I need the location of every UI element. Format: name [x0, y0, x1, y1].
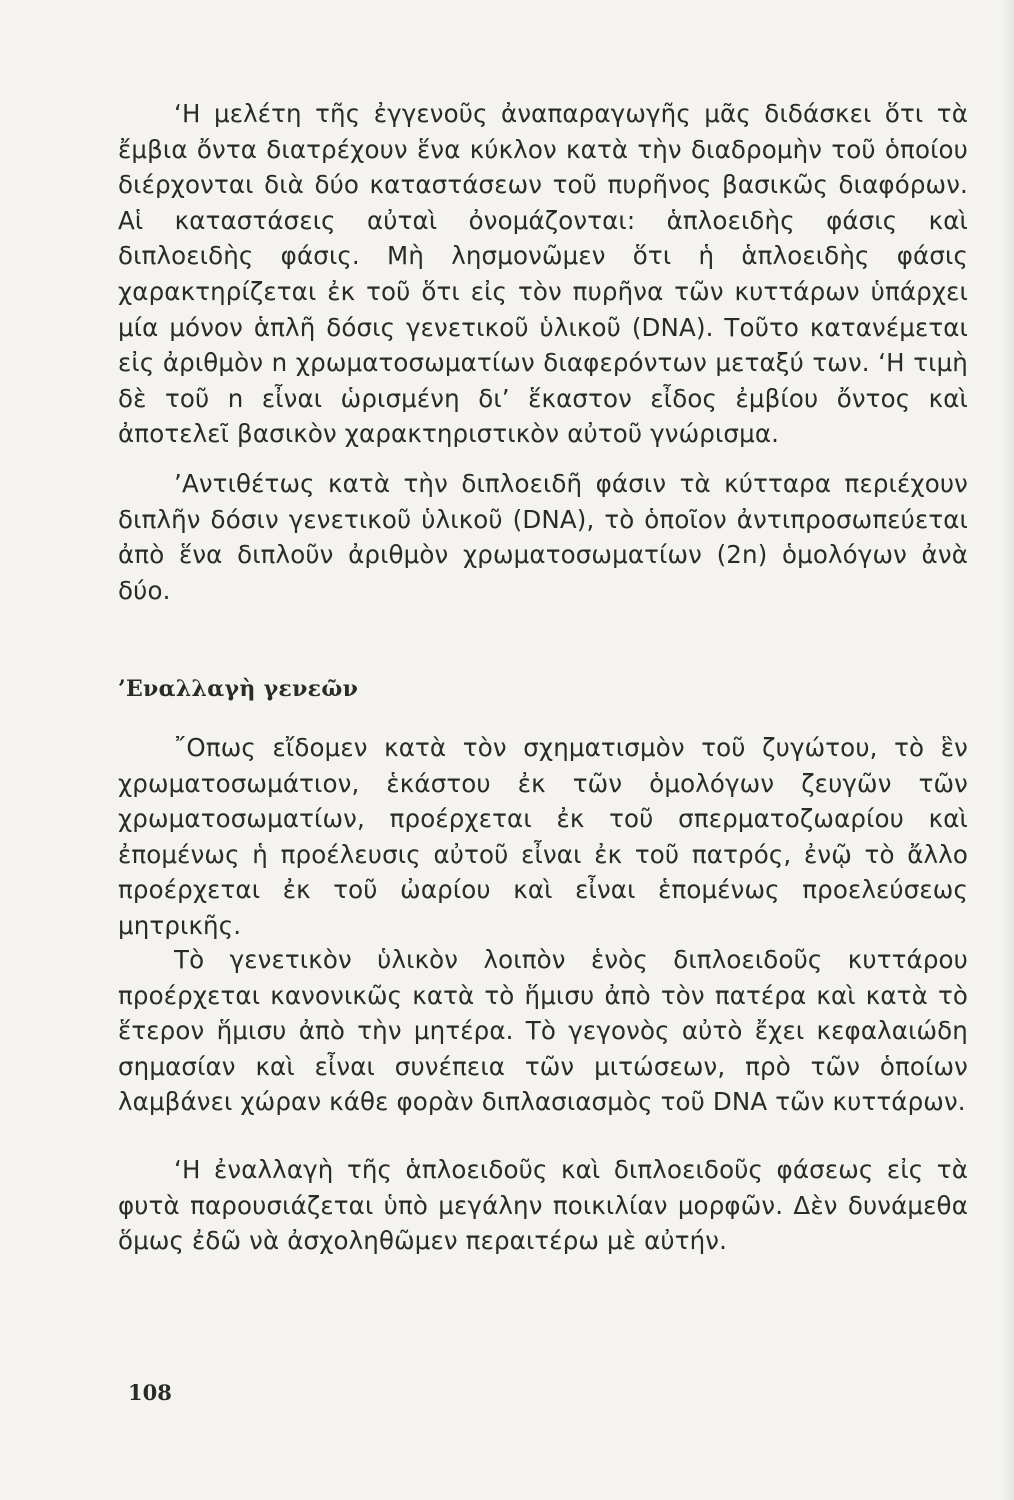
page-edge-shadow — [1000, 0, 1014, 1500]
section-heading: ’Εναλλαγὴ γενεῶν — [118, 676, 359, 702]
paragraph-zygote: ῎Οπως εἴδομεν κατὰ τὸν σχηματισμὸν τοῦ ζυγώτου, τὸ ἓν χρωματοσωμάτιον, ἑκάστου ἐκ τῶν ὁμολόγων ζευγῶν τῶν χρωματοσωματίων, προέρχεται ἐκ τοῦ σπερματοζωαρίου καὶ ἐπομένως ἡ προέλευσις αὐτοῦ εἶναι ἐκ τοῦ πατρός, ἐνῷ τὸ ἄλλο προέρχεται ἐκ τοῦ ὠαρίου καὶ εἶναι ἑπομένως προελεύσεως μητρικῆς. — [118, 733, 968, 940]
paragraph-genetic-material: Τὸ γενετικὸν ὑλικὸν λοιπὸν ἑνὸς διπλοειδοῦς κυττάρου προέρχεται κανονικῶς κατὰ τὸ ἥμισυ ἀπὸ τὸν πατέρα καὶ κατὰ τὸ ἕτερον ἥμισυ ἀπὸ τὴν μητέρα. Τὸ γεγονὸς αὐτὸ ἔχει κεφαλαιώδη σημασίαν καὶ εἶναι συνέπεια τῶν μιτώσεων, πρὸ τῶν ὁποίων λαμβάνει χώραν κάθε φορὰν διπλασιασμὸς τοῦ DNA τῶν κυττάρων. — [118, 945, 968, 1117]
paragraph-diploid-phase: ’Αντιθέτως κατὰ τὴν διπλοειδῆ φάσιν τὰ κύτταρα περιέχουν διπλῆν δόσιν γενετικοῦ ὑλικοῦ (DNA), τὸ ὁποῖον ἀντιπροσωπεύεται ἀπὸ ἕνα διπλοῦν ἀριθμὸν χρωματοσωματίων (2n) ὁμολόγων ἀνὰ δύο. — [118, 469, 968, 605]
page-number: 108 — [128, 1380, 172, 1405]
paragraph-haploid-diploid: ‘Η μελέτη τῆς ἐγγενοῦς ἀναπαραγωγῆς μᾶς διδάσκει ὅτι τὰ ἔμβια ὄντα διατρέχουν ἕνα κύκλον κατὰ τὴν διαδρομὴν τοῦ ὁποίου διέρχονται διὰ δύο καταστάσεων τοῦ πυρῆνος βασικῶς διαφόρων. Αἱ καταστάσεις αὐταὶ ὀνομάζονται: ἁπλοειδὴς φάσις καὶ διπλοειδὴς φάσις. Μὴ λησμονῶμεν ὅτι ἡ ἁπλοειδὴς φάσις χαρακτηρίζεται ἐκ τοῦ ὅτι εἰς τὸν πυρῆνα τῶν κυττάρων ὑπάρχει μία μόνον ἁπλῆ δόσις γενετικοῦ ὑλικοῦ (DNA). Τοῦτο κατανέμεται εἰς ἀριθμὸν n χρωματοσωματίων διαφερόντων μεταξύ των. ‘Η τιμὴ δὲ τοῦ n εἶναι ὡρισμένη δι’ ἕκαστον εἶδος ἐμβίου ὄντος καὶ ἀποτελεῖ βασικὸν χαρακτηριστικὸν αὐτοῦ γνώρισμα. — [118, 99, 968, 449]
paragraph-alternation: ‘Η ἐναλλαγὴ τῆς ἁπλοειδοῦς καὶ διπλοειδοῦς φάσεως εἰς τὰ φυτὰ παρουσιάζεται ὑπὸ μεγάλην ποικιλίαν μορφῶν. Δὲν δυνάμεθα ὅμως ἐδῶ νὰ ἀσχοληθῶμεν περαιτέρω μὲ αὐτήν. — [118, 1155, 968, 1256]
